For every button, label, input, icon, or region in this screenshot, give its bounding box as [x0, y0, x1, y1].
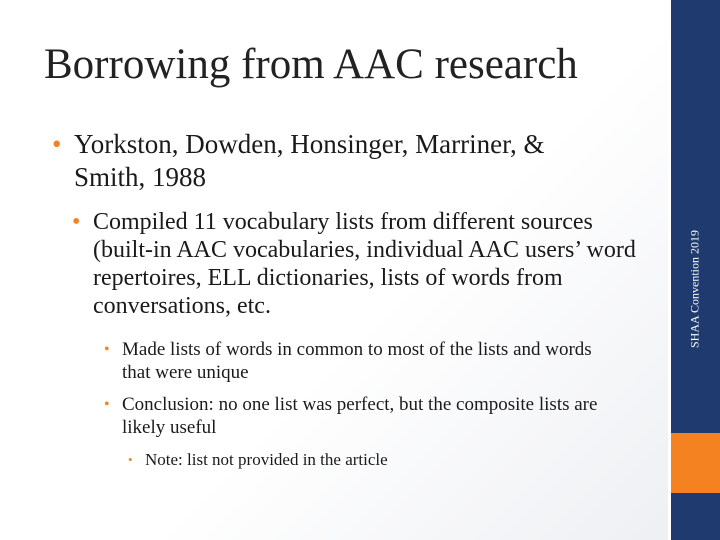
bullet-level3-text: Conclusion: no one list was perfect, but the composite lists are likely useful — [122, 394, 598, 438]
bullet-dot-icon: • — [72, 209, 81, 235]
bullet-dot-icon: • — [128, 452, 133, 467]
bullet-level3-item — [104, 393, 624, 439]
bullet-dot-icon: • — [104, 341, 110, 358]
sidebar-label: SHAA Convention 2019 — [687, 229, 702, 349]
bullet-level4-text: Note: list not provided in the article — [145, 450, 388, 469]
bullet-dot-icon: • — [104, 396, 110, 413]
bullet-level3-item — [104, 338, 624, 384]
bullet-level1 — [52, 128, 612, 194]
bullet-level1-text: Yorkston, Dowden, Honsinger, Marriner, & Smith, 1988 — [74, 129, 545, 192]
bullet-level2-text: Compiled 11 vocabulary lists from different sources (built-in AAC vocabularies, individual AAC users’ word repertoires, ELL dictionaries, lists of words from conversations, etc. — [93, 209, 636, 319]
slide-title: Borrowing from AAC research — [44, 41, 578, 88]
bullet-dot-icon: • — [52, 129, 62, 159]
bullet-level3-text: Made lists of words in common to most of the lists and words that were unique — [122, 339, 592, 383]
bullet-level4 — [128, 449, 608, 470]
sidebar-label-box — [669, 214, 720, 364]
orange-accent-block — [671, 433, 720, 493]
bullet-level2 — [72, 208, 642, 320]
